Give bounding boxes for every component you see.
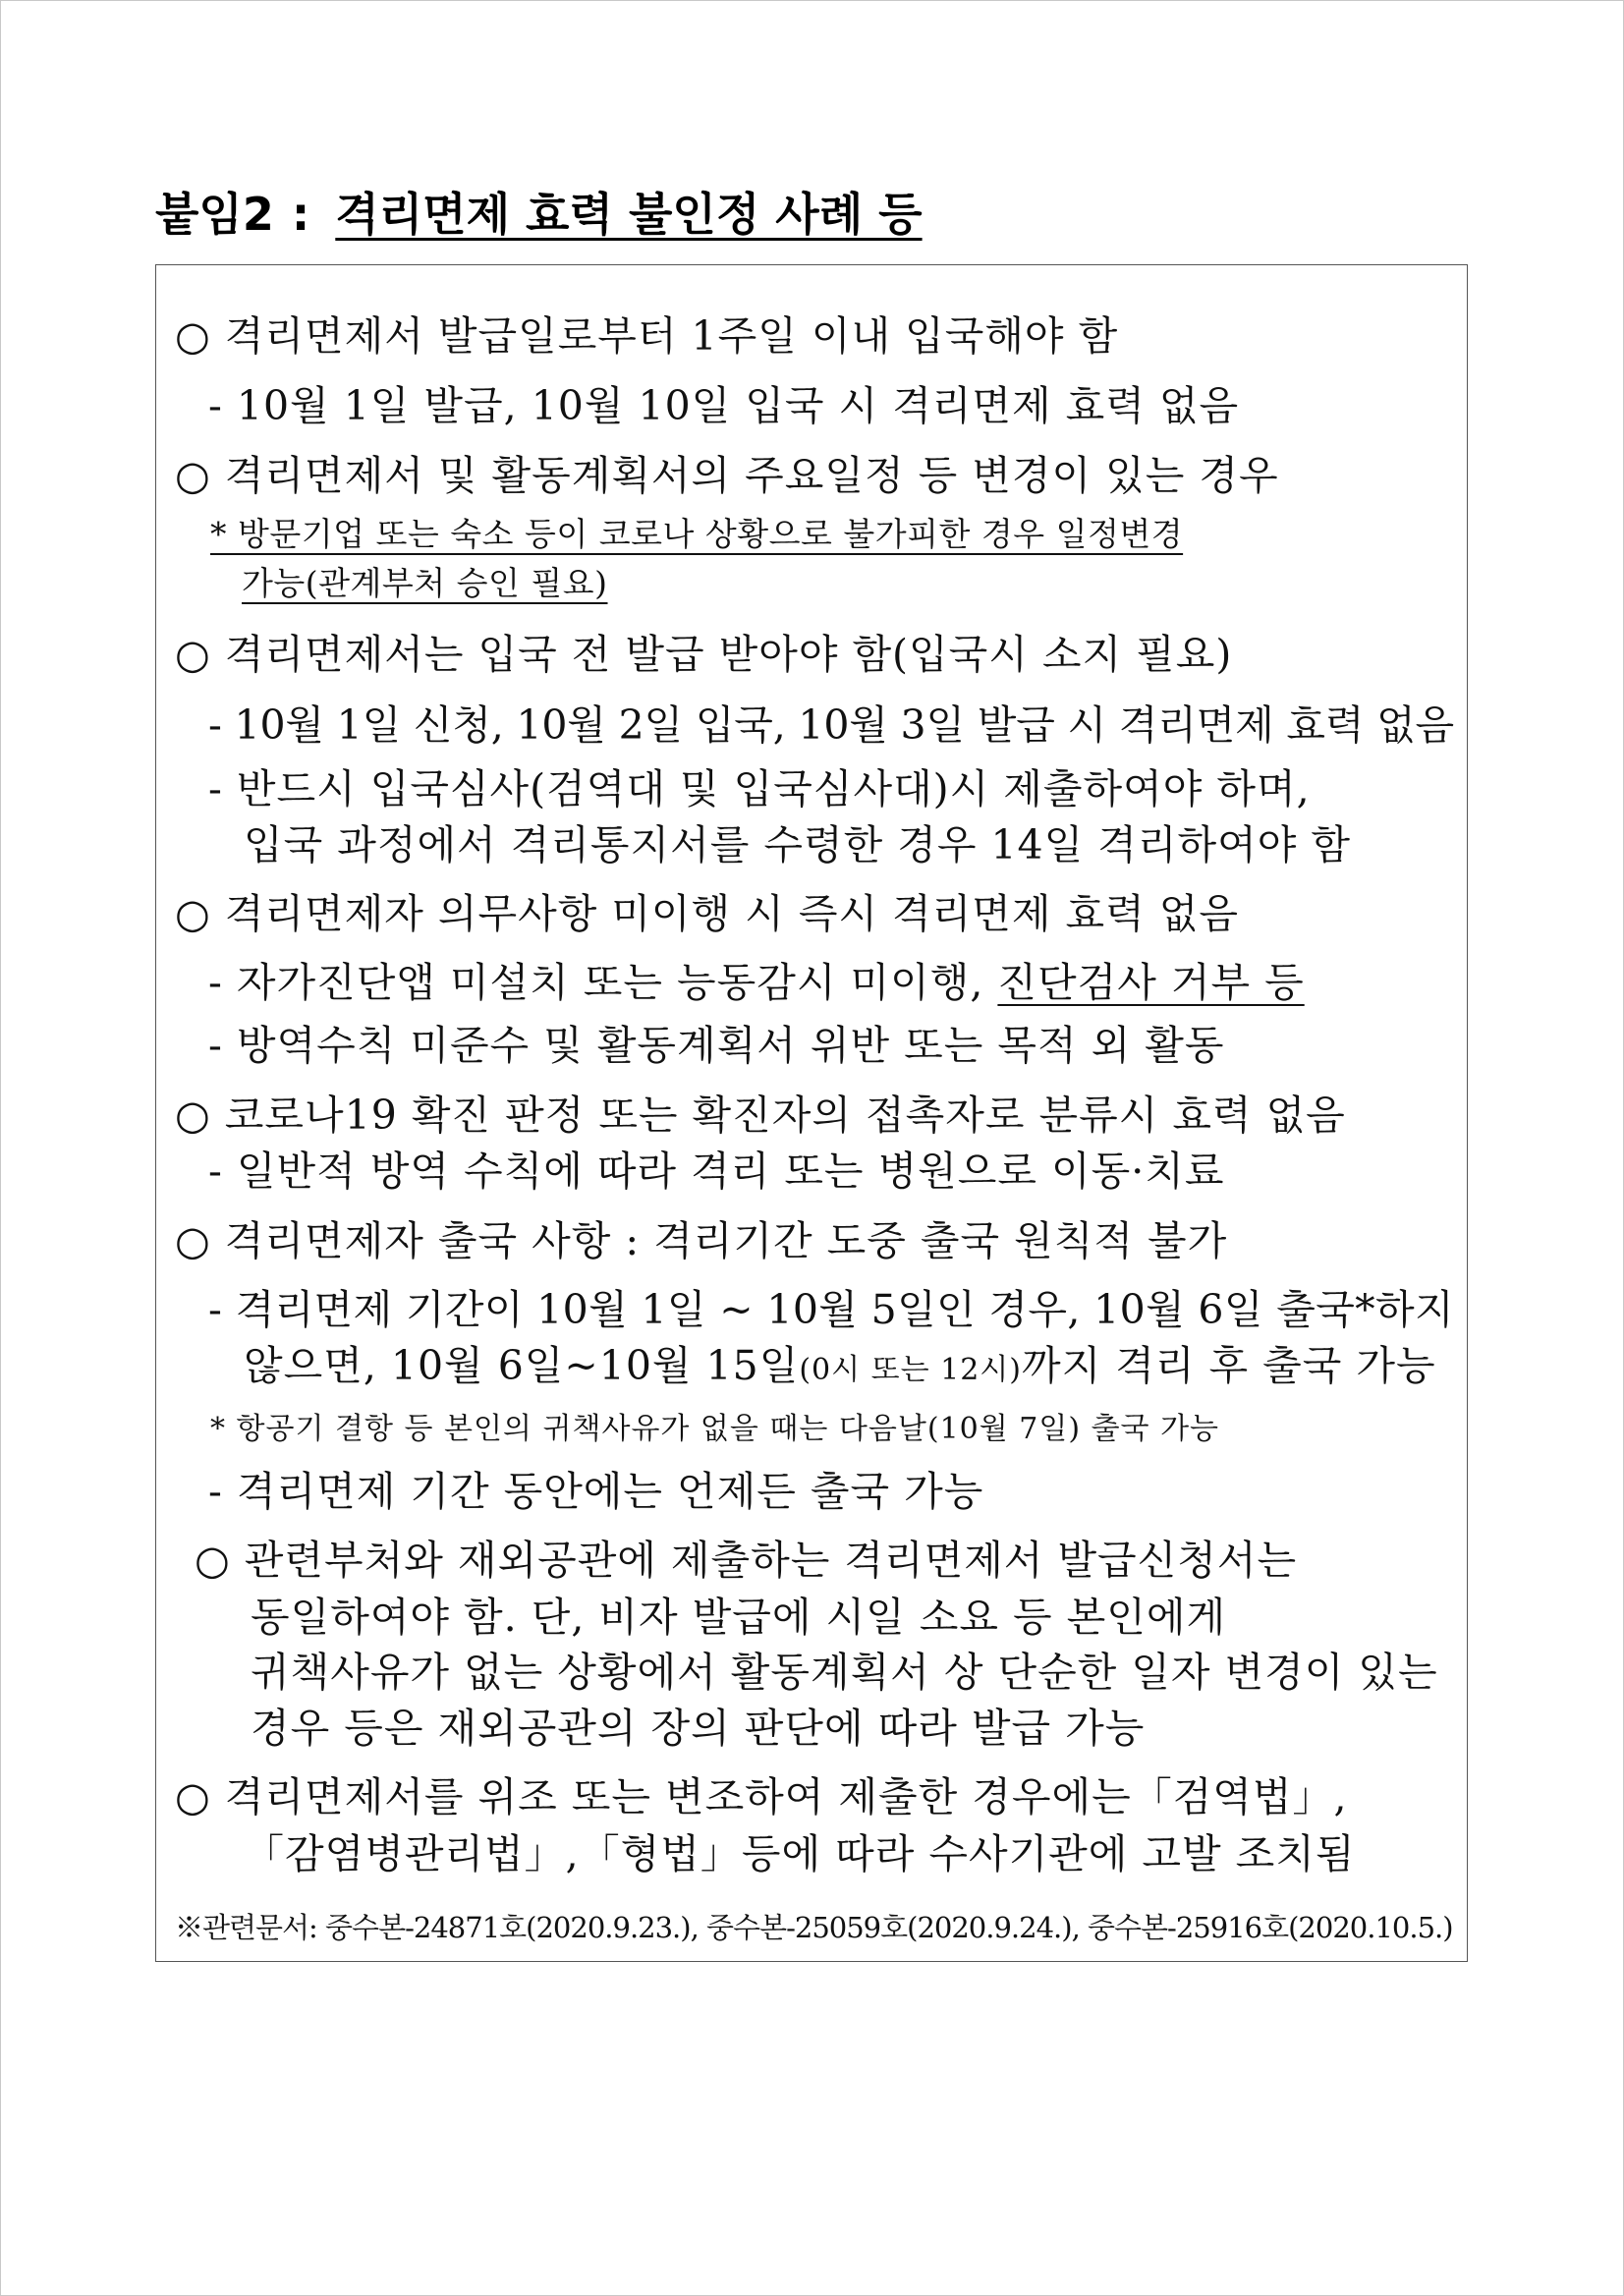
example-issue-before-entry: - 10월 1일 신청, 10월 2일 입국, 10월 3일 발급 시 격리면제 효력 없음 xyxy=(208,701,1454,749)
item-issue-before-entry: ○ 격리면제서는 입국 전 발급 받아야 함(입국시 소지 필요) xyxy=(175,631,1233,678)
example-validity-period: - 10월 1일 발급, 10월 10일 입국 시 격리면제 효력 없음 xyxy=(208,382,1240,429)
item-departure: ○ 격리면제자 출국 사항 : 격리기간 도중 출국 원칙적 불가 xyxy=(175,1217,1228,1264)
item-application-consistency-cont-2: 귀책사유가 없는 상황에서 활동계획서 상 단순한 일자 변경이 있는 xyxy=(251,1649,1438,1696)
example-submit-at-entry: - 반드시 입국심사(검역대 및 입국심사대)시 제출하여야 하며, xyxy=(208,765,1311,812)
item-schedule-change: ○ 격리면제서 및 활동계획서의 주요일정 등 변경이 있는 경우 xyxy=(175,452,1279,499)
item-application-consistency-cont-1: 동일하여야 함. 단, 비자 발급에 시일 소요 등 본인에게 xyxy=(251,1594,1227,1641)
example-covid-positive: - 일반적 방역 수칙에 따라 격리 또는 병원으로 이동·치료 xyxy=(208,1148,1225,1195)
title-prefix: 붙임2 xyxy=(155,188,274,241)
example-obligations-1 xyxy=(208,955,1305,1010)
item-forgery: ○ 격리면제서를 위조 또는 변조하여 제출한 경우에는「검역법」, xyxy=(175,1773,1348,1820)
example-obligations-2: - 방역수칙 미준수 및 활동계획서 위반 또는 목적 외 활동 xyxy=(208,1022,1225,1069)
example-obligations-1-text: - 자가진단앱 미설치 또는 능동감시 미이행, xyxy=(208,959,998,1006)
title-main: 격리면제 효력 불인정 사례 등 xyxy=(335,188,923,241)
item-forgery-cont: 「감염병관리법」,「형법」등에 따라 수사기관에 고발 조치됨 xyxy=(244,1830,1356,1877)
example-departure-2: - 격리면제 기간 동안에는 언제든 출국 가능 xyxy=(208,1468,984,1515)
note-schedule-change-cont: 가능(관계부처 승인 필요) xyxy=(242,564,608,602)
page-title xyxy=(155,185,923,244)
item-application-consistency-cont-3: 경우 등은 재외공관의 장의 판단에 따라 발급 가능 xyxy=(251,1705,1146,1752)
related-documents-reference: ※관련문서: 중수본-24871호(2020.9.23.), 중수본-25059호(2020.9.24.), 중수본-25916호(2020.10.5.) xyxy=(175,1911,1453,1944)
example-departure-1-cont xyxy=(244,1338,1436,1398)
item-validity-period: ○ 격리면제서 발급일로부터 1주일 이내 입국해야 함 xyxy=(175,312,1119,360)
note-schedule-change: * 방문기업 또는 숙소 등이 코로나 상황으로 불가피한 경우 일정변경 xyxy=(210,515,1184,553)
item-obligations: ○ 격리면제자 의무사항 미이행 시 즉시 격리면제 효력 없음 xyxy=(175,890,1239,937)
example-departure-1-cont-b: (0시 또는 12시) xyxy=(799,1353,1022,1387)
item-application-consistency: ○ 관련부처와 재외공관에 제출하는 격리면제서 발급신청서는 xyxy=(195,1537,1298,1584)
example-obligations-1-underlined: 진단검사 거부 등 xyxy=(997,959,1305,1006)
example-departure-1-cont-c: 까지 격리 후 출국 가능 xyxy=(1022,1342,1436,1389)
example-departure-1: - 격리면제 기간이 10월 1일 ~ 10월 5일인 경우, 10월 6일 출국*하지 xyxy=(208,1286,1454,1333)
example-submit-at-entry-cont: 입국 과정에서 격리통지서를 수령한 경우 14일 격리하여야 함 xyxy=(244,821,1351,868)
note-departure: * 항공기 결항 등 본인의 귀책사유가 없을 때는 다음날(10월 7일) 출국 가능 xyxy=(210,1412,1220,1446)
example-departure-1-cont-a: 않으면, 10월 6일~10월 15일 xyxy=(244,1342,800,1389)
title-separator: : xyxy=(291,188,310,241)
item-covid-positive: ○ 코로나19 확진 판정 또는 확진자의 접촉자로 분류시 효력 없음 xyxy=(175,1092,1346,1139)
